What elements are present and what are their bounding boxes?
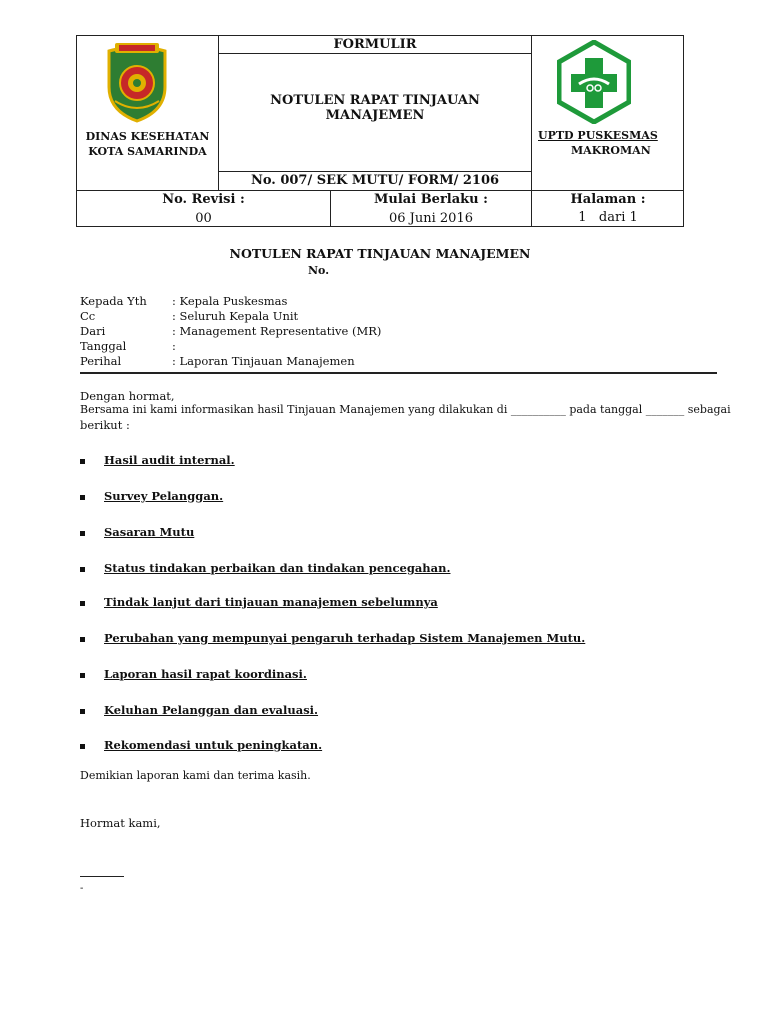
agenda-item: Laporan hasil rapat koordinasi. bbox=[104, 667, 307, 681]
page-label: Halaman : bbox=[570, 192, 646, 207]
agenda-item: Status tindakan perbaikan dan tindakan pencegahan. bbox=[104, 561, 451, 575]
field-value: : bbox=[172, 339, 176, 353]
greeting: Dengan hormat, bbox=[80, 389, 175, 403]
bullet-icon bbox=[80, 637, 85, 642]
header-divider bbox=[218, 53, 531, 54]
right-organization-name: UPTD PUSKESMAS bbox=[538, 129, 658, 142]
agenda-item: Keluhan Pelanggan dan evaluasi. bbox=[104, 703, 319, 717]
signoff-text: Hormat kami, bbox=[80, 816, 161, 830]
agenda-item: Rekomendasi untuk peningkatan. bbox=[104, 738, 323, 752]
right-organization-unit: MAKROMAN bbox=[571, 144, 651, 157]
intro-text: Bersama ini kami informasikan hasil Tinjauan Manajemen yang dilakukan di __________ pada tanggal _______ sebagai bbox=[80, 403, 731, 416]
bullet-icon bbox=[80, 673, 85, 678]
field-value: : Seluruh Kepala Unit bbox=[172, 309, 299, 323]
field-value: : Management Representative (MR) bbox=[172, 324, 382, 338]
effective-date-label: Mulai Berlaku : bbox=[374, 192, 488, 207]
puskesmas-logo bbox=[557, 40, 631, 124]
header-divider bbox=[218, 171, 531, 172]
intro-text: berikut : bbox=[80, 418, 130, 432]
form-number: No. 007/ SEK MUTU/ FORM/ 2106 bbox=[250, 173, 500, 188]
revision-label: No. Revisi : bbox=[162, 192, 245, 207]
org-line: KOTA SAMARINDA bbox=[88, 145, 207, 158]
field-label: Cc bbox=[80, 309, 96, 323]
bullet-icon bbox=[80, 459, 85, 464]
agenda-item: Perubahan yang mempunyai pengaruh terhadap Sistem Manajemen Mutu. bbox=[104, 631, 586, 645]
closing-text: Demikian laporan kami dan terima kasih. bbox=[80, 769, 311, 782]
agenda-item: Sasaran Mutu bbox=[104, 525, 195, 539]
bullet-icon bbox=[80, 567, 85, 572]
revision-value: 00 bbox=[195, 211, 212, 226]
field-label: Tanggal bbox=[80, 339, 127, 353]
form-label: FORMULIR bbox=[333, 37, 417, 52]
bullet-icon bbox=[80, 709, 85, 714]
signature-line bbox=[80, 876, 124, 877]
memo-title: NOTULEN RAPAT TINJAUAN MANAJEMEN bbox=[229, 246, 531, 261]
form-header-table bbox=[76, 35, 684, 227]
bullet-icon bbox=[80, 744, 85, 749]
field-label: Perihal bbox=[80, 354, 122, 368]
document-title: NOTULEN RAPAT TINJAUAN MANAJEMEN bbox=[270, 93, 480, 123]
bullet-icon bbox=[80, 601, 85, 606]
bullet-icon bbox=[80, 531, 85, 536]
page-value: 1 dari 1 bbox=[578, 210, 638, 225]
section-divider bbox=[80, 372, 717, 374]
field-value: : Kepala Puskesmas bbox=[172, 294, 288, 308]
agenda-item: Hasil audit internal. bbox=[104, 453, 235, 467]
field-label: Dari bbox=[80, 324, 106, 338]
field-value: : Laporan Tinjauan Manajemen bbox=[172, 354, 355, 368]
agenda-item: Tindak lanjut dari tinjauan manajemen sebelumnya bbox=[104, 595, 438, 609]
effective-date-value: 06 Juni 2016 bbox=[388, 211, 473, 226]
agenda-item: Survey Pelanggan. bbox=[104, 489, 224, 503]
field-label: Kepada Yth bbox=[80, 294, 147, 308]
left-organization-name bbox=[77, 129, 218, 159]
header-divider bbox=[77, 190, 683, 191]
memo-number-label: No. bbox=[308, 264, 330, 277]
bullet-icon bbox=[80, 495, 85, 500]
org-line: DINAS KESEHATAN bbox=[85, 130, 210, 143]
samarinda-crest-logo bbox=[101, 41, 173, 123]
signature-mark: - bbox=[80, 883, 84, 894]
